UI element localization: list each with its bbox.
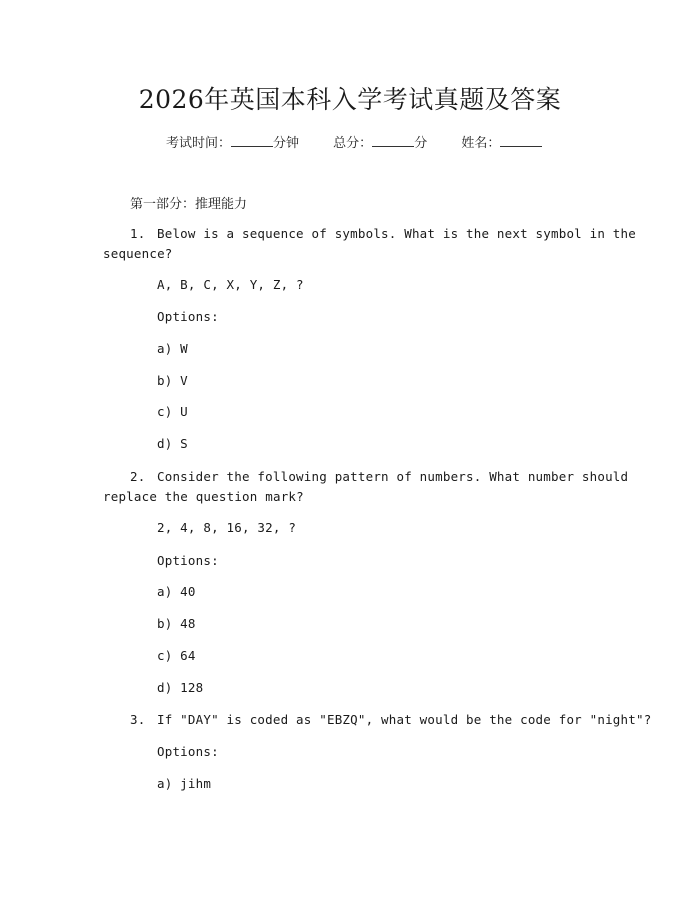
- question-2-option-d: d) 128: [157, 680, 204, 695]
- exam-time-unit: 分钟: [273, 136, 300, 151]
- question-1-options-label: Options:: [157, 309, 219, 324]
- question-1-number: 1.: [130, 226, 146, 241]
- question-1-option-c: c) U: [157, 404, 188, 419]
- exam-time-field: [166, 132, 299, 151]
- exam-time-blank: [231, 145, 273, 147]
- exam-time-label: 考试时间：: [166, 136, 232, 151]
- question-2-option-a: a) 40: [157, 584, 196, 599]
- total-score-label: 总分：: [333, 136, 373, 151]
- question-3-number: 3.: [130, 712, 146, 727]
- question-1-option-a: a) W: [157, 341, 188, 356]
- question-2-sequence: 2, 4, 8, 16, 32, ?: [157, 520, 297, 535]
- student-name-field: [461, 132, 542, 151]
- student-name-blank: [500, 145, 542, 147]
- question-1-text-line2: sequence?: [103, 246, 173, 261]
- question-1-sequence: A, B, C, X, Y, Z, ?: [157, 277, 304, 292]
- question-2-option-b: b) 48: [157, 616, 196, 631]
- question-2-number: 2.: [130, 469, 146, 484]
- question-2-text-line1: Consider the following pattern of numbers. What number should: [157, 469, 629, 484]
- question-3-options-label: Options:: [157, 744, 219, 759]
- question-1-text-line1: Below is a sequence of symbols. What is the next symbol in the: [157, 226, 636, 241]
- question-3-text-line1: If "DAY" is coded as "EBZQ", what would be the code for "night"?: [157, 712, 652, 727]
- exam-info-row: [166, 132, 542, 151]
- section-title: 第一部分：推理能力: [130, 197, 248, 212]
- total-score-field: [333, 132, 427, 151]
- question-1-option-b: b) V: [157, 373, 188, 388]
- question-2-option-c: c) 64: [157, 648, 196, 663]
- page-title: 2026年英国本科入学考试真题及答案: [138, 85, 562, 114]
- question-1-option-d: d) S: [157, 436, 188, 451]
- question-2-text-line2: replace the question mark?: [103, 489, 304, 504]
- question-3-option-a: a) jihm: [157, 776, 212, 791]
- total-score-blank: [372, 145, 414, 147]
- student-name-label: 姓名：: [461, 136, 501, 151]
- question-2-options-label: Options:: [157, 553, 219, 568]
- total-score-unit: 分: [414, 136, 428, 151]
